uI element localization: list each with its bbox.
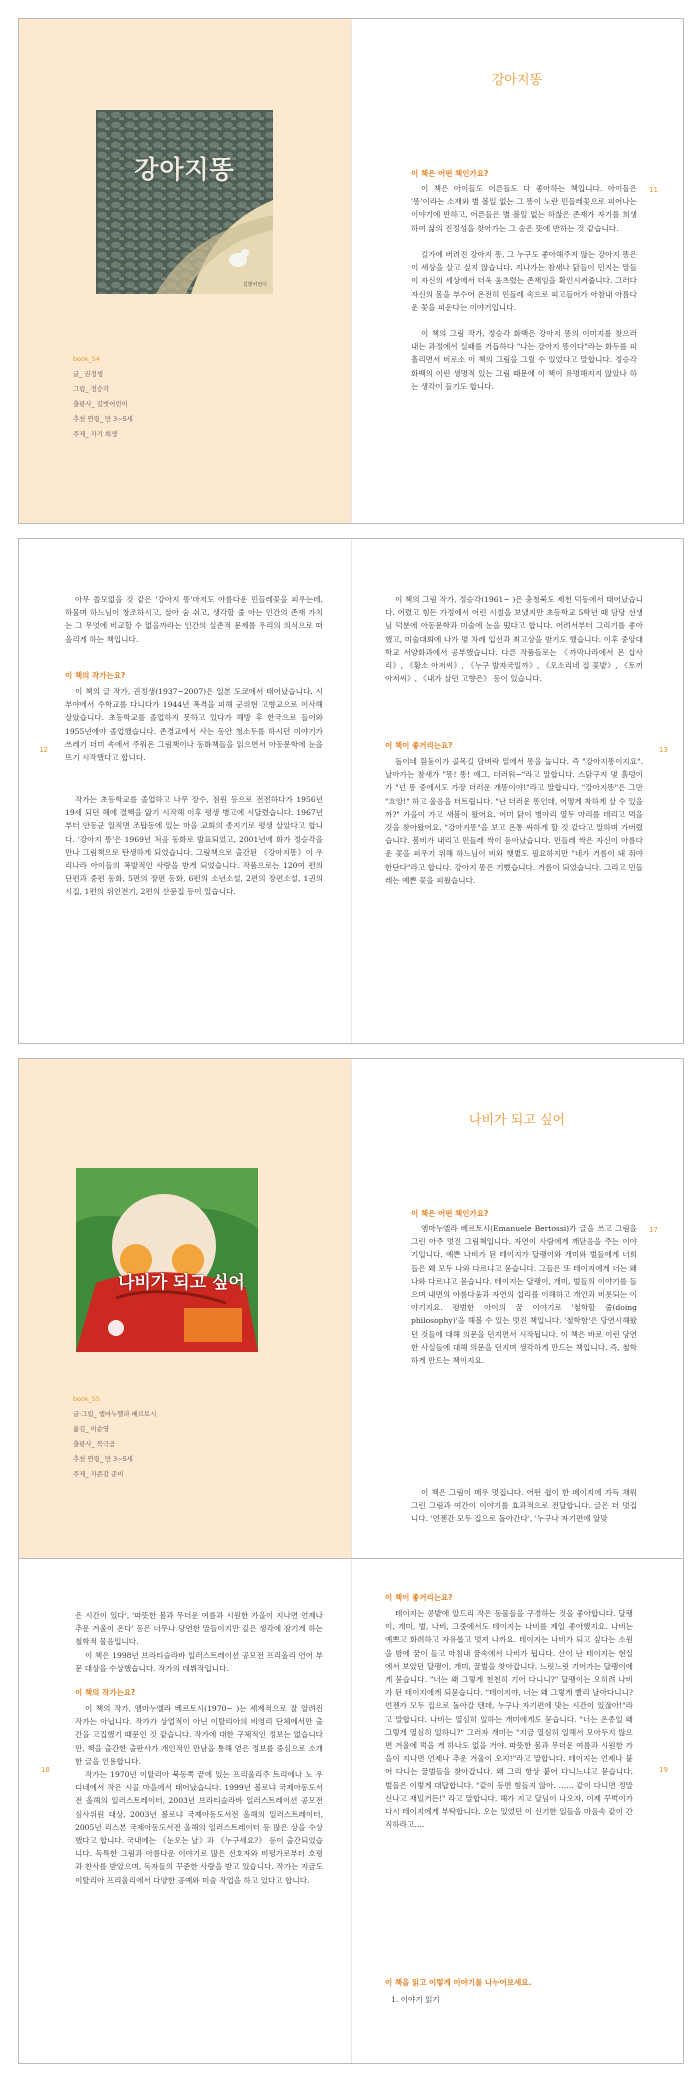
page-title: 나비가 되고 싶어 <box>468 1113 566 1128</box>
paragraph: 돌이네 흰둥이가 골목길 담벼락 밑에서 똥을 눕니다. 즉 "강아지똥이지요". 날아가는 참새가 "똥! 똥! 에그, 더러워~"라고 말합니다. 스닭구지 몇 흙덩이가 "넌 똥 중에서도 가장 더러운 개똥이야!"라고 말합니다. "강아지똥"은 그만 "흐앙!" 하고 울음을 터트립니다. "난 더러운 똥인데, 어떻게 착하게 살 수 있을까?" 가을이 가고 새봄이 왔어요. 어미 닭이 병아리 열두 마리를 데리고 먹을 것을 찾아왔어요. "강아지똥"을 보고 온통 싸하게 할 것 같다고 말하며 가버렸습니다. 봄비가 내리고 민들레 싹이 돋아났습니다. 민들레 싹은 자신이 아름다운 꽃을 피우기 위해 하느님이 비와 햇볕도 필요하지만 "네가 거름이 돼 줘야 한단다"라고 합니다. 강아지 똥은 기뻤습니다. 거름이 되었습니다. 그리고 민들레는 예쁜 꽃을 피웠습니다. <box>385 757 643 885</box>
page-number: 18 <box>41 1766 50 1774</box>
book-spread-2 <box>18 538 684 1044</box>
meta-theme: 주제_ 자기 희생 <box>73 430 118 438</box>
paragraph: 은 시간이 있다', '따뜻한 봄과 무더운 여름과 시원한 가을이 지나면 언제나 추운 겨울이 온다' 등은 너무나 당연한 말들이지만 깊은 생각에 잠기게 하는 철학적 물음입니다. <box>75 1611 323 1647</box>
paragraph: 작가는 1970년 이탈리아 북동쪽 끝에 있는 프리울리주 트리에나 노 우디네에서 작은 시골 마을에서 태어났습니다. 1999년 볼로냐 국제아동도서전 올해의 일러스트레이터, 2003년 브라티슬라바 일러스트레이션 공모전 심사위원 대상, 2003년 볼로냐 국제아동도서전 올해의 일러스트레이터, 2005년 리스본 국제아동도서전 올해의 일러스트레이터 등 많은 상을 수상했다고 합니다. 국내에는 《눈오는 날》과 《누구세요?》 등이 출간되었습니다. 독특한 그림과 아름다운 이야기로 많은 선호자와 비평가로부터 호평과 찬사를 받았으며, 독자들의 꾸준한 사랑을 받고 있습니다. 작가는 지금도 이탈리아 프리울리에서 다양한 공예와 미술 작업을 하고 있다고 합니다. <box>75 1770 323 1885</box>
list-item: 1. 이야기 읽기 <box>391 1995 440 2004</box>
cover-publisher: 길벗어린이 <box>242 282 267 288</box>
section-heading: 이 책이 좋거리는요? <box>385 741 453 750</box>
book-spread-1 <box>18 18 684 524</box>
page-fold <box>351 539 352 1043</box>
meta-translator: 옮김_ 이순영 <box>73 1425 110 1433</box>
paragraph: 이 책은 그림이 매우 멋집니다. 어떤 쉽이 한 페이지에 가득 채워 그린 그림과 여간이 이야기를 효과적으로 전달합니다. 글은 더 멋집니다. '언젠간 모두 집으로 돌아간다', '누구나 자기편에 알맞 <box>411 1488 637 1524</box>
section-heading: 이 책은 어떤 책인가요? <box>411 1209 489 1218</box>
book-spread-4 <box>18 1558 684 2064</box>
page-fold <box>351 19 352 523</box>
paragraph: 엠마누엘라 베르토시(Emanuele Bertossi)가 글을 쓰고 그림을 그린 아주 멋진 그림책입니다. 자연이 사람에게 깨닫음을 주는 이야기입니다. 예쁜 나비가 된 테이지가 달팽이와 개미와 벌들에게 너희들은 왜 모두 나와 다르냐고 묻습니다. 그들은 또 테이지에게 너는 왜 나와 다르냐고 묻습니다. 테이지는 달팽이, 개미, 벌들의 이야기를 들으며 내면의 아름다움과 자연의 섭리를 이해하고 개인과 비롯되는 이야기지요. 평범한 아이의 꿈 이야기로 '철학할 줄(doing philosophy)'을 해볼 수 있는 멋진 책입니다. '철학함'은 당연시해왔던 것들에 대해 의문을 던지면서 시작됩니다. 이 책은 바로 이런 당연한 사실들에 대해 의문을 던지며 생각하게 만드는 책입니다. 즉, 철학 하게 만드는 책이지요. <box>411 1224 637 1366</box>
page-number: 19 <box>659 1766 668 1774</box>
meta-author: 글·그림_ 엠마누엘라 베르토시 <box>73 1410 157 1418</box>
paragraph: 아무 쓸모없을 것 같은 '강아지 똥'마저도 아름다운 민들레꽃을 피우는데, 하물며 하느님이 창조하시고, 살아 숨 쉬고, 생각할 줄 아는 인간의 존재 가치는 그 무엇에 비교할 수 없을까라는 인간의 실존적 문제를 우리의 의식으로 떠올리게 하는 책입니다. <box>65 595 323 644</box>
cover-illustration <box>96 110 273 294</box>
paragraph: 길가에 버려진 강아지 똥, 그 누구도 좋아해주지 않는 강아지 똥은 이 세상을 살고 싶지 않습니다. 지나가는 참새나 닭들이 던지는 말들이 자신의 세상에서 더욱 움츠렸는 존재임을 확인시켜줍니다. 그러다 자신의 몸을 부수어 온전히 민들레 속으로 피고들어가 아참내 아름다운 꽃을 피운다는 이야기입니다. <box>411 250 637 312</box>
meta-age: 추천 연령_ 만 3~5세 <box>73 1455 133 1463</box>
meta-illustrator: 그림_ 정승각 <box>73 385 110 393</box>
book-number: book_54 <box>73 355 100 363</box>
paragraph: 이 책의 작가, 엠마누엘라 베르토시(1970~ )는 세계적으로 잘 알려진 작가는 아닙니다. 작가가 상업적이 아닌 이탈리아의 비영리 단체에서만 출간을 고집했기 때문인 것 같습니다. 작가에 대한 구체적인 정보는 없습니다만, 책을 출간한 출판사가 개인적인 만남을 통해 얻은 정보를 중심으로 소개한 글을 인용합니다. <box>75 1704 323 1766</box>
paragraph: 이 책은 1998년 브라티슬라바 일러스트레이션 공모전 프리올리 언어 부문 대상을 수상했습니다. 작가의 데뷔작입니다. <box>75 1651 323 1674</box>
page-number: 13 <box>659 746 668 754</box>
cover-kangaji-ttong <box>96 110 273 294</box>
book-meta <box>73 352 133 442</box>
section-heading: 이 책이 좋거리는요? <box>385 1593 453 1602</box>
paragraph: 이 책의 글 작가, 권정생(1937~2007)은 일본 도쿄에서 태어났습니다. 시부야에서 수학교를 다니다가 1944년 폭격을 피해 군위현 고향교으로 이사해 살았습니다. 초등학교를 졸업하지 못하고 있다가 해방 후 한국으로 들어와 1955년에야 졸업했습니다. 존경교에서 사는 동안 청소두를 하시던 이야기가 쓰레기 더미 속에서 주워온 그림책이나 동화책들을 읽으면서 아동문학에 눈을 뜨기 시작했다고 합니다. <box>65 687 323 763</box>
page-fold <box>351 1059 352 1563</box>
cover-illustration <box>76 1168 258 1352</box>
book-spread-3 <box>18 1058 684 1564</box>
page-title: 강아지똥 <box>491 73 543 88</box>
book-number: book_55 <box>73 1395 100 1403</box>
paragraph: 테이지는 콩밭에 알드리 작은 동물들을 구경하는 것을 좋아합니다. 달팽이, 개미, 벌, 나비, 그중에서도 테이지는 나비를 제일 좋아했지요. 나비는 예쁘고 화려하고 자유롭고 멋져 나까요. 테이지는 나비가 되고 싶다는 소원을 밤에 꿈이 들고 마침내 꿈속에서 나비가 됩니다. 산이 난 테이지는 현실에서 보았던 달팽이, 개미, 꿀벌을 찾아갑니다. 느릿느릿 기어가는 달팽이에게 묻습니다. "너는 왜 그렇게 천천히 기어 다니니?" 달팽이는 오히려 나비가 된 테이지에게 되묻습니다. "테이지야, 너는 왜 그렇게 빨리 날아다니니? 언젠가 모두 집으로 돌아갈 텐데, 누구나 자기편에 맞는 시간이 있잖아!"라고 말합니다. 나비는 열심히 일하는 개미에게도 묻습니다. "너는 온종일 왜 그렇게 열심히 일하니?" 그러자 개미는 "지금 열심히 일해서 모아두지 않으면 겨울에 먹을 게 하나도 없을 거야. 따뜻한 봄과 무더운 여름과 시원한 가을이 지나면 언제나 추운 겨울이 오지!"라고 말합니다. 테이지는 언제나 붙어 다니는 꿀벌들을 찾아갑니다. 왜 그리 항상 붙어 다니느냐고 묻습니다. 벌들은 이렇게 대답합니다. "같이 등면 힘들지 않아. …… 같이 다니면 정말 신나고 재밌거든!" 라고 말합니다. 해가 지고 달님이 나오자, 이제 꾸벅이가 다시 테이지에게 부탁합니다. 오는 있었던 이 신기한 일들을 마음속 같이 간직하라고…. <box>385 1609 633 1830</box>
cover-nabi <box>76 1168 258 1352</box>
meta-publisher: 출판사_ 길벗어린이 <box>73 400 128 408</box>
paragraph: 이 책은 아이들도 어른들도 다 좋아하는 책입니다. 아이들은 '똥'이라는 소재와 별 볼일 없는 그 똥이 노란 민들레꽃으로 피어나는 이야기에 반하고, 어른들은 별 볼일 없는 하찮은 존재가 자기를 희생하여 삶의 진정성을 찾아가는 그 숭은 뜻에 반하는 것 같습니다. <box>411 184 637 233</box>
section-heading: 이 책은 어떤 책인가요? <box>411 169 489 178</box>
section-heading: 이 책을 읽고 이렇게 이야기를 나누어보세요. <box>385 1978 532 1987</box>
page-number: 11 <box>649 186 658 194</box>
section-heading: 이 책의 작가는요? <box>75 1688 136 1697</box>
paragraph: 이 책의 그림 작가, 정승각 화백은 강아지 똥의 이미지를 찾으러 내는 과정에서 실패를 거듭하다 "나는 강아지 똥이다"라는 화두를 피흘리면서 비로소 이 책의 그림을 그릴 수 있었다고 말합니다. 정승각 화백의 이런 생명적 있는 그림 때문에 이 책이 유명해지지 않았나 하는 생각이 들기도 합니다. <box>411 329 637 391</box>
paragraph: 작가는 초등학교를 졸업하고 나무 장수, 점원 등으로 전전하다가 1956년 19세 되던 해에 결핵을 앓기 시작해 이후 평생 병고에 시달렸습니다. 1967년부터 안동군 일직면 조탑동에 있는 마을 교회의 종지기로 평생 살았다고 합니다. '강아지 똥'은 1969년 처음 동화로 발표되었고, 2001년에 화가 정승각을 만나 그림책으로 탄생하게 되었습니다. 그림책으로 출간된 《강아지똥》이 우리나라 아이들의 폭발적인 사랑을 받게 되었습니다. 작품으로는 120여 편의 단편과 중편 동화, 5편의 장편 동화, 6편의 소년소설, 2편의 장편소설, 1권의 시집, 1편의 위인전기, 2편의 산문집 등이 있습니다. <box>65 795 323 897</box>
cover-title: 나비가 되고 싶어 <box>118 1273 245 1293</box>
meta-age: 추천 연령_ 만 3~5세 <box>73 415 133 423</box>
section-heading: 이 책의 작가는요? <box>65 671 126 680</box>
paragraph: 이 책의 그림 작가, 정승각(1961~ )은 충청북도 제천 덕동에서 태어났습니다. 어렸고 힘든 가정에서 어린 시절을 보냈지만 초등학교 5학년 때 담당 선생님 덕분에 아동문학과 미술에 눈을 떴다고 합니다. 어려서부터 그리기를 좋아했고, 미술대회에 나가 몇 차례 입선과 최고상을 받기도 했습니다. 이후 중앙대학교 서양화과에서 공부했습니다. 다른 작품들로는 《까막나라에서 온 삽사리》, 《황소 아저씨》, 《누구 발자국일까》, 《오소리네 집 꽃밭》, 《토끼 아저씨》, 《내가 살던 고향은》 등이 있습니다. <box>385 595 643 684</box>
cover-title: 강아지똥 <box>134 155 235 184</box>
book-meta <box>73 1392 156 1482</box>
meta-theme: 주제_ 자존감 준비 <box>73 1470 124 1478</box>
meta-publisher: 출판사_ 북극곰 <box>73 1440 116 1448</box>
page-number: 17 <box>649 1226 658 1234</box>
page-number: 12 <box>39 746 48 754</box>
page-fold <box>351 1559 352 2063</box>
meta-author: 글_ 권정생 <box>73 370 103 378</box>
